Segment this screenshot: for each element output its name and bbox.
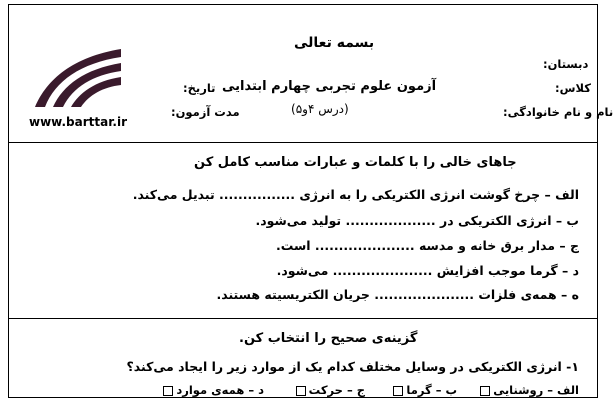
exam-header xyxy=(9,5,613,135)
option-a-checkbox[interactable] xyxy=(480,386,490,396)
option-d-checkbox[interactable] xyxy=(163,386,173,396)
multiple-choice-question: ۱- انرژی الکتریکی در وسایل مختلف کدام یک از موارد زیر را ایجاد می‌کند؟ xyxy=(126,359,579,374)
option-c[interactable] xyxy=(293,383,365,397)
lesson-range: (درس ۴و۵) xyxy=(291,102,349,116)
exam-title: آزمون علوم تجربی چهارم ابتدایی xyxy=(222,79,437,94)
fill-blank-item: ج – مدار برق خانه و مدسه ..................... است. xyxy=(275,238,579,253)
fill-blank-item: ب – انرژی الکتریکی در ................... تولید می‌شود. xyxy=(255,213,579,228)
date-label: تاریخ: xyxy=(183,81,216,95)
option-d[interactable] xyxy=(160,383,264,397)
option-a[interactable] xyxy=(477,383,579,397)
website-url[interactable]: www.barttar.ir xyxy=(29,115,128,129)
name-label: نام و نام خانوادگی: xyxy=(503,105,613,119)
option-a-label: الف – روشنایی xyxy=(493,383,579,397)
section1-instruction: جاهای خالی را با کلمات و عبارات مناسب کامل کن xyxy=(194,155,517,170)
header-divider xyxy=(9,142,597,143)
option-b-checkbox[interactable] xyxy=(393,386,403,396)
option-c-label: ج – حرکت xyxy=(308,383,365,397)
fill-blank-item: ه – همه‌ی فلزات ..................... جریان الکتریسیته هستند. xyxy=(216,287,579,302)
option-c-checkbox[interactable] xyxy=(296,386,306,396)
exam-sheet xyxy=(8,4,613,398)
bismillah-heading: بسمه تعالی xyxy=(294,35,375,51)
option-b[interactable] xyxy=(390,383,457,397)
option-b-label: ب – گرما xyxy=(406,383,457,397)
barttar-logo-icon xyxy=(31,41,123,111)
section2-instruction: گزینه‌ی صحیح را انتخاب کن. xyxy=(239,331,418,346)
option-d-label: د – همه‌ی موارد xyxy=(176,383,264,397)
section-divider xyxy=(9,318,597,319)
fill-blank-item: الف – چرخ گوشت انرژی الکتریکی را به انرژی ................ تبدیل می‌کند. xyxy=(132,187,579,202)
duration-label: مدت آزمون: xyxy=(171,105,240,119)
fill-blank-item: د – گرما موجب افزایش ..................... می‌شود. xyxy=(276,263,579,278)
school-label: دبستان: xyxy=(543,57,589,71)
class-label: کلاس: xyxy=(555,81,591,95)
